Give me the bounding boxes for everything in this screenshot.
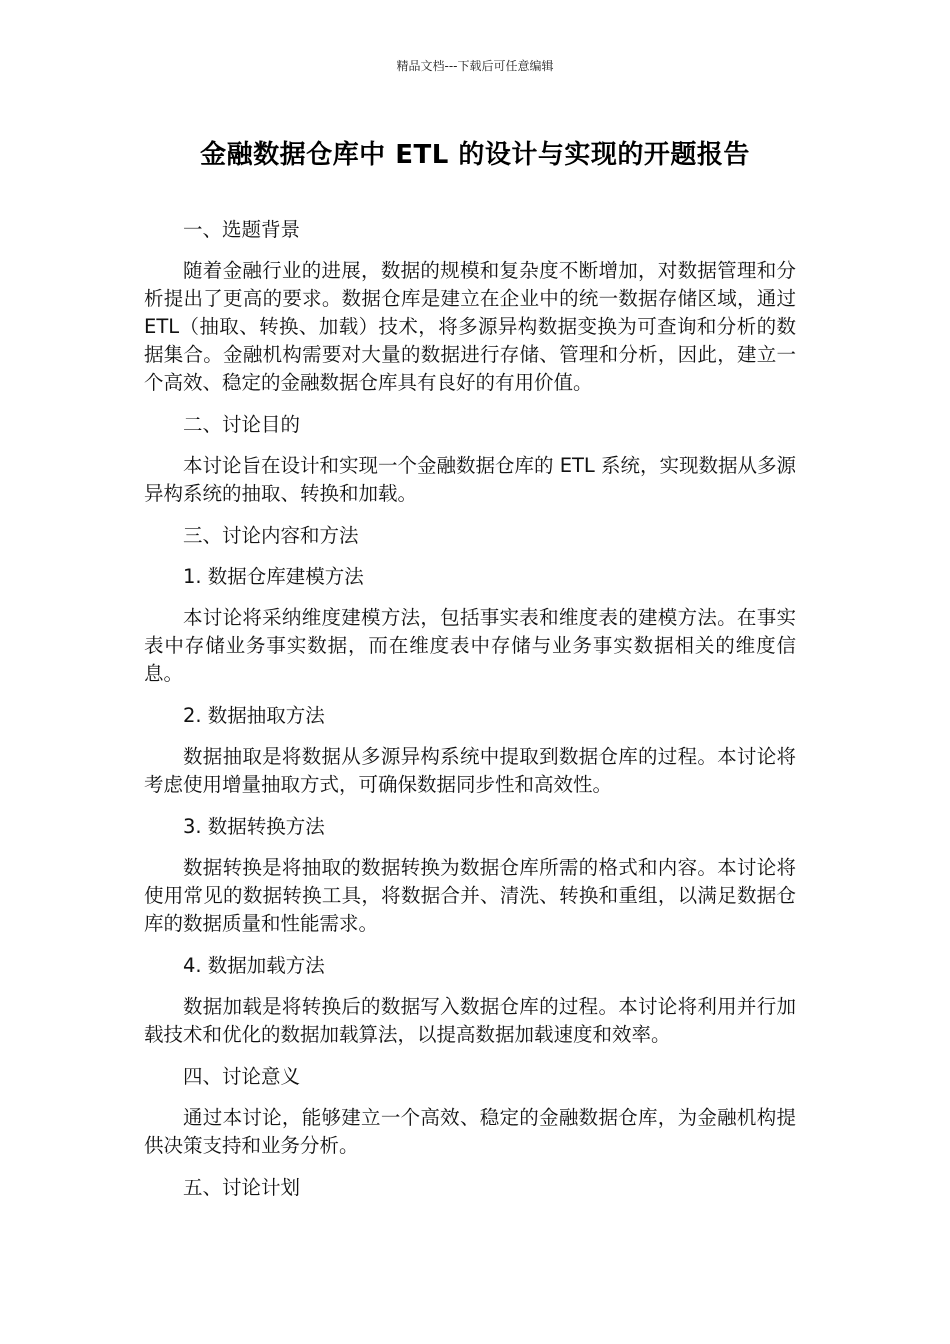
paragraph-background: 随着金融行业的进展，数据的规模和复杂度不断增加，对数据管理和分析提出了更高的要求。数据仓库是建立在企业中的统一数据存储区域，通过 ETL（抽取、转换、加载）技术，将多源异构数据变换为可查询和分析的数据集合。金融机构需要对大量的数据进行存储、管理和分析，因此，建立一个高效、稳定的金融数据仓库具有良好的有用价值。 (144, 259, 796, 394)
subheading-loading: 4. 数据加载方法 (183, 954, 325, 977)
paragraph-purpose: 本讨论旨在设计和实现一个金融数据仓库的 ETL 系统，实现数据从多源异构系统的抽取、转换和加载。 (144, 454, 796, 505)
section-heading-purpose: 二、讨论目的 (183, 413, 301, 436)
paragraph-modeling: 本讨论将采纳维度建模方法，包括事实表和维度表的建模方法。在事实表中存储业务事实数据，而在维度表中存储与业务事实数据相关的维度信息。 (144, 606, 796, 685)
document-body (144, 216, 796, 1215)
subheading-modeling: 1. 数据仓库建模方法 (183, 565, 364, 588)
paragraph-significance: 通过本讨论，能够建立一个高效、稳定的金融数据仓库，为金融机构提供决策支持和业务分析。 (144, 1106, 796, 1157)
paragraph-transformation: 数据转换是将抽取的数据转换为数据仓库所需的格式和内容。本讨论将使用常见的数据转换工具，将数据合并、清洗、转换和重组，以满足数据仓库的数据质量和性能需求。 (144, 856, 796, 935)
section-heading-background: 一、选题背景 (183, 218, 301, 241)
subheading-extraction: 2. 数据抽取方法 (183, 704, 325, 727)
page-header: 精品文档---下载后可任意编辑 (396, 59, 554, 73)
paragraph-extraction: 数据抽取是将数据从多源异构系统中提取到数据仓库的过程。本讨论将考虑使用增量抽取方式，可确保数据同步性和高效性。 (144, 745, 796, 796)
paragraph-loading: 数据加载是将转换后的数据写入数据仓库的过程。本讨论将利用并行加载技术和优化的数据加载算法，以提高数据加载速度和效率。 (144, 995, 796, 1046)
section-heading-plan: 五、讨论计划 (183, 1176, 301, 1199)
subheading-transformation: 3. 数据转换方法 (183, 815, 325, 838)
section-heading-content-methods: 三、讨论内容和方法 (183, 524, 359, 547)
section-heading-significance: 四、讨论意义 (183, 1065, 301, 1088)
document-title: 金融数据仓库中 ETL 的设计与实现的开题报告 (200, 140, 750, 170)
